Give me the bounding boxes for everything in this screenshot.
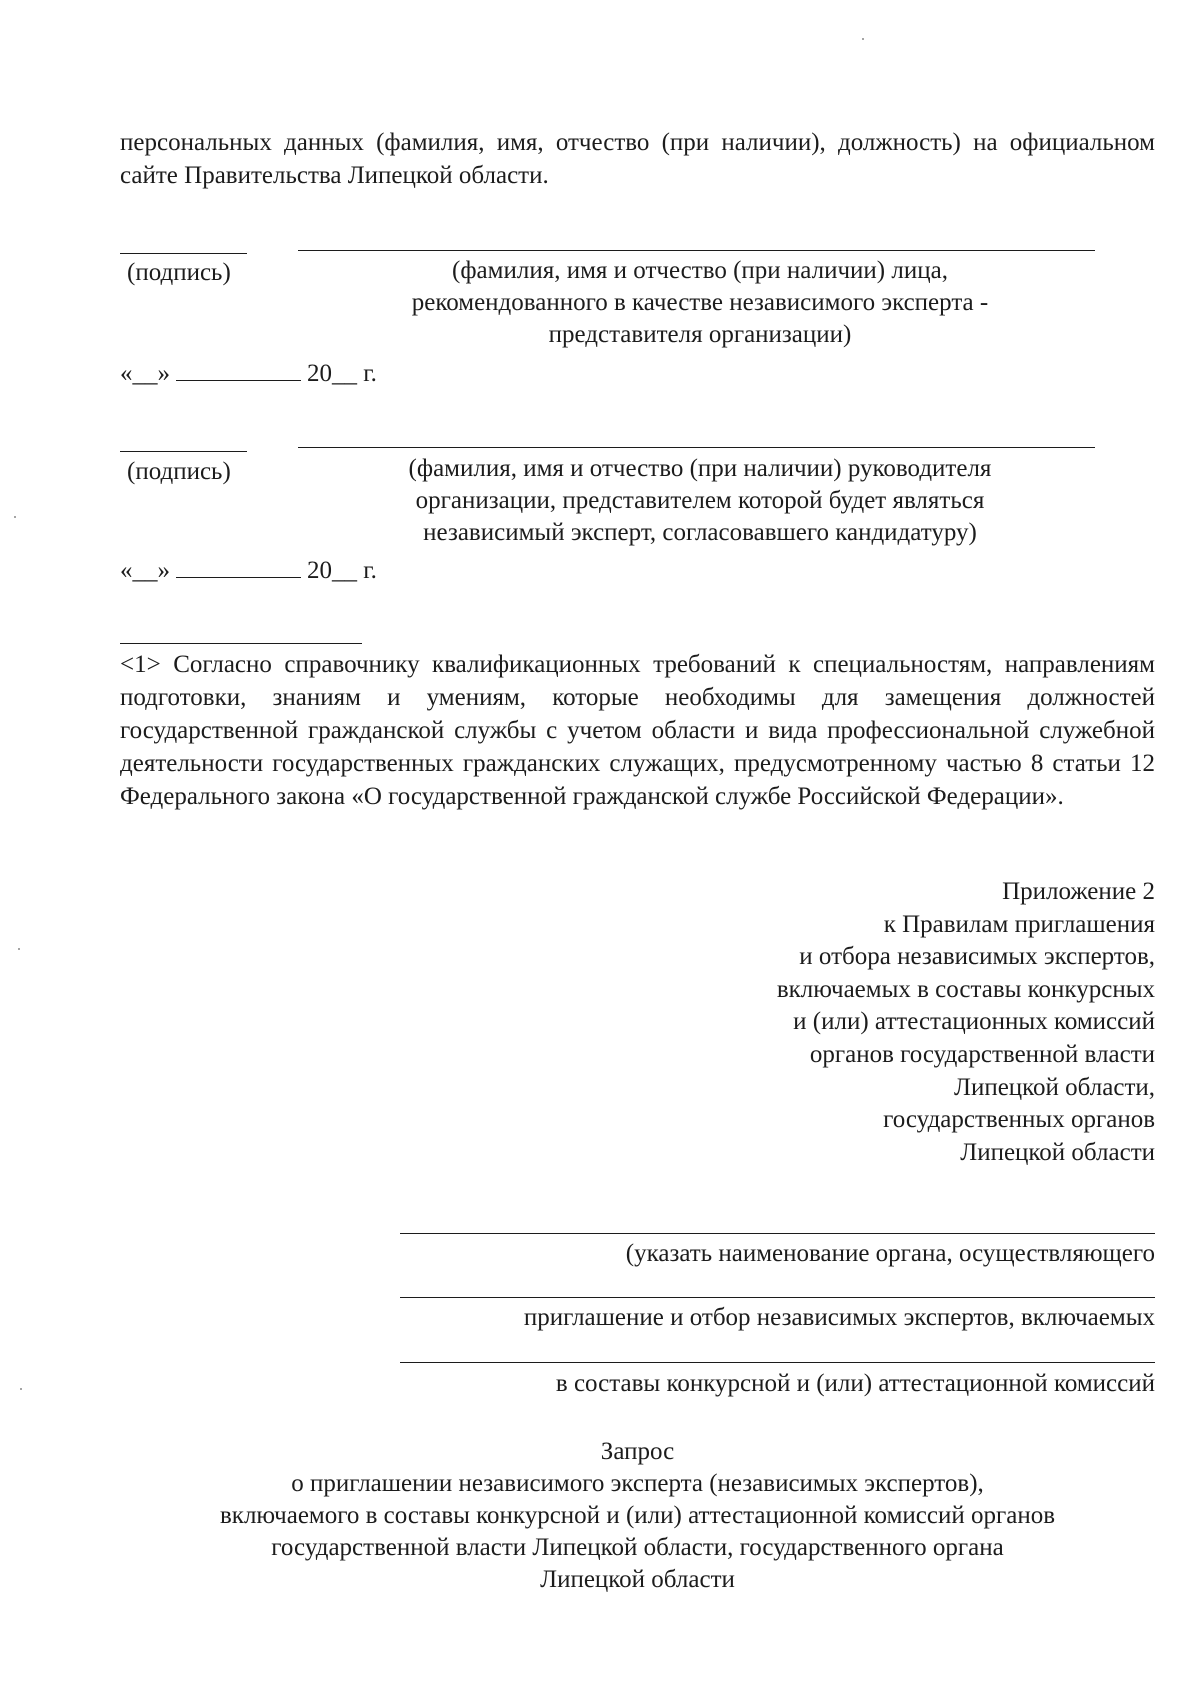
- addressee-line: [400, 1233, 1155, 1234]
- addressee-line: [400, 1362, 1155, 1363]
- scan-speck: [862, 38, 864, 40]
- request-subtitle-line: включаемого в составы конкурсной и (или) аттестационной комиссий органов: [220, 1502, 1055, 1529]
- intro-paragraph: персональных данных (фамилия, имя, отчество (при наличии), должность) на официальном сайте Правительства Липецкой области.: [120, 129, 1155, 189]
- signature-caption: (подпись): [127, 259, 231, 286]
- addressee-caption: приглашение и отбор независимых экспертов, включаемых: [523, 1304, 1155, 1331]
- appendix-line: органов государственной власти: [809, 1040, 1155, 1068]
- appendix-line: и (или) аттестационных комиссий: [793, 1008, 1155, 1036]
- name-caption-line: представителя организации): [548, 321, 852, 348]
- date-year: 20__ г.: [307, 360, 377, 387]
- appendix-line: к Правилам приглашения: [883, 910, 1155, 938]
- request-subtitle-line: Липецкой области: [540, 1566, 735, 1593]
- scan-speck: [18, 948, 20, 950]
- signature-line: [120, 451, 247, 452]
- name-line: [298, 250, 1095, 251]
- footnote-text: <1> Согласно справочнику квалификационных требований к специальностям, направлениям подготовки, знаниям и умениям, которые необходимы для замещения должностей государственной гражданской службы с учетом области и вида профессиональной служебной деятельности государственных гражданских служащих, предусмотренному частью 8 статьи 12 Федерального закона «О государственной гражданской службе Российской Федерации».: [120, 651, 1155, 810]
- name-caption-line: (фамилия, имя и отчество (при наличии) лица,: [452, 257, 948, 284]
- signature-caption: (подпись): [127, 458, 231, 485]
- request-subtitle: [120, 1468, 1155, 1596]
- scan-speck: [14, 516, 16, 518]
- date-row: [120, 555, 377, 586]
- signature-line: [120, 253, 247, 254]
- footnote-separator: [120, 643, 362, 644]
- appendix-line: и отбора независимых экспертов,: [799, 943, 1155, 971]
- date-month-blank: [176, 358, 301, 381]
- name-caption-line: организации, представителем которой будет являться: [415, 487, 985, 514]
- date-day: «__»: [120, 557, 170, 584]
- appendix-line: Приложение 2: [1002, 878, 1155, 905]
- name-caption-line: независимый эксперт, согласовавшего кандидатуру): [423, 519, 977, 546]
- request-subtitle-line: государственной власти Липецкой области, государственного органа: [271, 1534, 1004, 1561]
- addressee-line: [400, 1297, 1155, 1298]
- addressee-caption: в составы конкурсной и (или) аттестационной комиссий: [555, 1370, 1155, 1397]
- date-row: [120, 358, 377, 389]
- date-day: «__»: [120, 360, 170, 387]
- appendix-line: государственных органов: [883, 1106, 1155, 1134]
- date-year: 20__ г.: [307, 557, 377, 584]
- appendix-line: Липецкой области: [960, 1138, 1155, 1166]
- request-title: Запрос: [600, 1438, 675, 1465]
- request-subtitle-line: о приглашении независимого эксперта (независимых экспертов),: [291, 1470, 984, 1497]
- date-month-blank: [176, 555, 301, 578]
- name-line: [298, 447, 1095, 448]
- appendix-line: Липецкой области,: [953, 1073, 1155, 1101]
- name-caption-line: рекомендованного в качестве независимого эксперта -: [411, 289, 989, 316]
- name-caption-line: (фамилия, имя и отчество (при наличии) руководителя: [408, 455, 992, 482]
- name-caption: [330, 453, 1070, 549]
- addressee-caption: (указать наименование органа, осуществляющего: [625, 1240, 1155, 1267]
- appendix-header: [600, 876, 1155, 1169]
- appendix-line: включаемых в составы конкурсных: [776, 975, 1155, 1003]
- scan-speck: [20, 1388, 22, 1390]
- name-caption: [330, 255, 1070, 351]
